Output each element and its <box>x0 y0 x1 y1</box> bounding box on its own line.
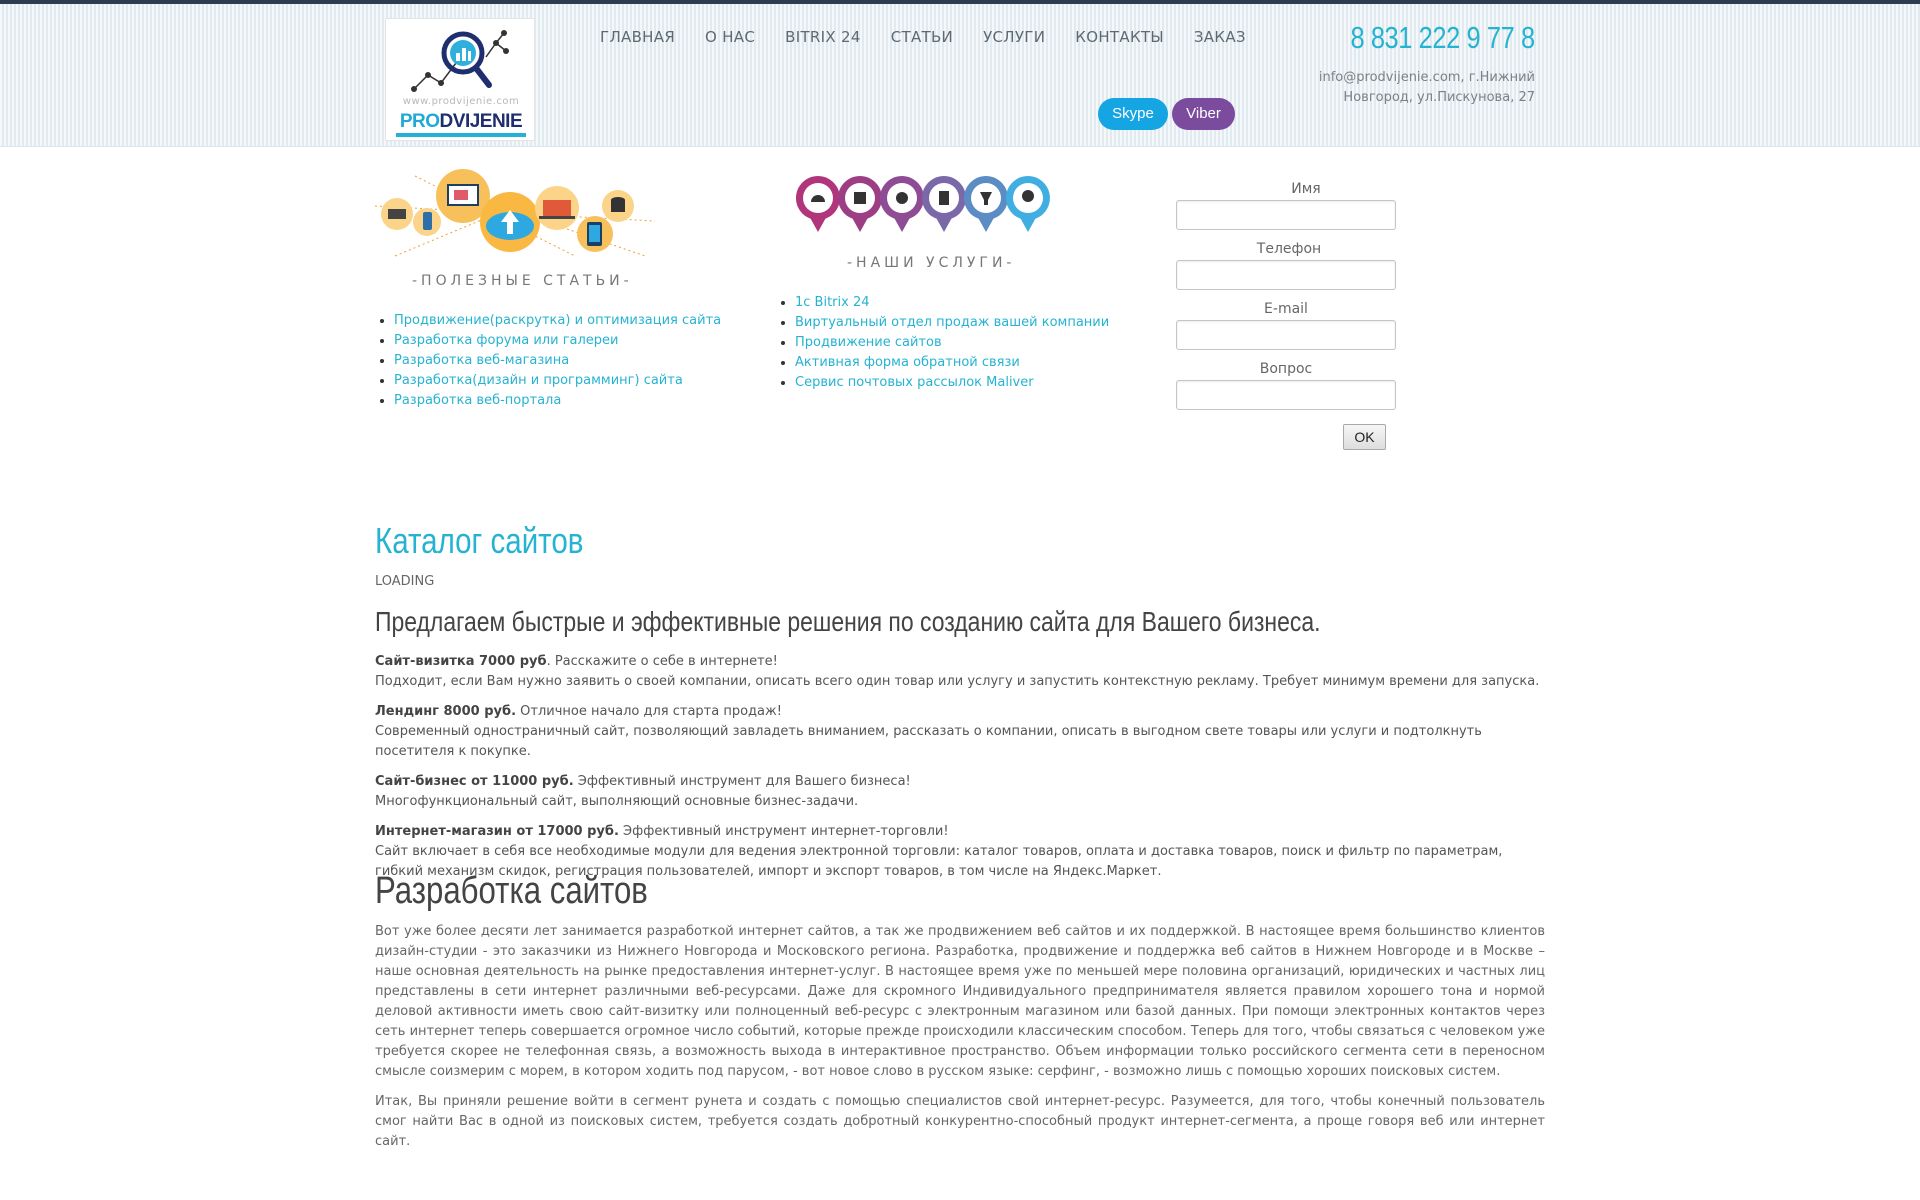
nav-contacts[interactable]: КОНТАКТЫ <box>1075 28 1164 46</box>
plan-tagline: Отличное начало для старта продаж! <box>516 704 782 719</box>
development-paragraph-1: Вот уже более десяти лет занимается разработкой интернет сайтов, а так же продвижением веб сайтов и их поддержкой. В настоящее время большинство клиентов дизайн-студии - это заказчики из Нижнего Новгорода и Московского региона. Разработка, продвижение и поддержка веб сайтов в Нижнем Новгороде и в Москве – наше основная деятельность на рынке предоставления интернет-услуг. В настоящее время уже по меньшей мере половина организаций, юридических и частных лиц представлены в сети интернет различными веб-ресурсами. Даже для скромного Индивидуального предпринимателя является правилом хорошего тона и нормой деловой активности иметь свою сайт-визитку или полноценный веб-ресурс с электронным магазином или базой данных. При помощи электронных контактов через сеть интернет теперь совершается огромное число событий, которые прежде происходили классическим способом. Теперь для того, чтобы связаться с человеком уже требуется скорее не телефонная связь, а возможность выхода в интерактивное пространство. Объем информации только российского сегмента сети в переносном смысле соизмерим с морем, в котором ходить под парусом, - вот новое слово в русском языке: серфинг, - возможно лишь с помощью хороших поисковых систем. <box>375 924 1545 1079</box>
main-nav <box>600 28 1276 46</box>
logo-brand-pro: PRO <box>399 111 440 132</box>
plan-name: Лендинг 8000 руб. <box>375 704 517 719</box>
phone-field[interactable] <box>1176 260 1396 290</box>
site-logo[interactable] <box>385 18 535 141</box>
plan-description: Многофункциональный сайт, выполняющий основные бизнес-задачи. <box>375 794 859 809</box>
plan-description: Подходит, если Вам нужно заявить о своей компании, описать всего один товар или услугу и запустить контекстную рекламу. Требует минимум времени для запуска. <box>375 674 1540 689</box>
pricing-plans <box>375 652 1545 892</box>
list-item[interactable]: • Продвижение сайтов <box>795 333 1109 353</box>
email-field[interactable] <box>1176 320 1396 350</box>
email-label: E-mail <box>1264 301 1308 317</box>
plan-landing <box>375 702 1545 762</box>
logo-brand-rest: DVIJENIE <box>439 111 523 132</box>
nav-bitrix24[interactable]: BITRIX 24 <box>785 28 861 46</box>
catalog-heading[interactable]: Каталог сайтов <box>375 520 584 561</box>
plan-tagline: . Расскажите о себе в интернете! <box>546 654 778 669</box>
devices-cloud-icon <box>375 166 655 262</box>
list-item[interactable]: • Виртуальный отдел продаж вашей компании <box>795 313 1109 333</box>
loading-text: LOADING <box>375 574 435 589</box>
offer-heading: Предлагаем быстрые и эффективные решения по созданию сайта для Вашего бизнеса. <box>375 606 1321 637</box>
articles-list <box>375 311 721 411</box>
logo-brand <box>398 111 524 133</box>
nav-about[interactable]: О НАС <box>705 28 756 46</box>
list-item[interactable]: • Разработка веб-магазина <box>394 351 721 371</box>
question-field[interactable] <box>1176 380 1396 410</box>
nav-articles[interactable]: СТАТЬИ <box>890 28 954 46</box>
list-item[interactable]: • Активная форма обратной связи <box>795 353 1109 373</box>
plan-name: Интернет-магазин от 17000 руб. <box>375 824 619 839</box>
phone-label: Телефон <box>1256 241 1322 257</box>
plan-tagline: Эффективный инструмент интернет-торговли! <box>618 824 949 839</box>
articles-title: -ПОЛЕЗНЫЕ СТАТЬИ- <box>412 273 633 289</box>
plan-tagline: Эффективный инструмент для Вашего бизнеса! <box>573 774 911 789</box>
site-header <box>0 4 1920 147</box>
plan-business-card <box>375 652 1545 692</box>
contact-address-line: Новгород, ул.Пискунова, 27 <box>1343 90 1535 105</box>
nav-home[interactable]: ГЛАВНАЯ <box>600 28 676 46</box>
question-label: Вопрос <box>1259 361 1313 377</box>
plan-description: Современный одностраничный сайт, позволяющий завладеть вниманием, рассказать о компании, описать в выгодном свете товары или услуги и подтолкнуть посетителя к покупке. <box>375 724 1482 759</box>
feedback-form <box>1176 178 1396 418</box>
name-field[interactable] <box>1176 200 1396 230</box>
logo-underline <box>396 133 526 137</box>
name-label: Имя <box>1291 181 1321 197</box>
list-item[interactable]: • Сервис почтовых рассылок Maliver <box>795 373 1109 393</box>
list-item[interactable]: • Разработка веб-портала <box>394 391 721 411</box>
plan-business <box>375 772 1545 812</box>
nav-order[interactable]: ЗАКАЗ <box>1193 28 1246 46</box>
plan-name: Сайт-визитка 7000 руб <box>375 654 547 669</box>
list-item[interactable]: • Разработка(дизайн и программинг) сайта <box>394 371 721 391</box>
viber-button[interactable]: Viber <box>1172 98 1235 130</box>
service-pins-icon <box>792 172 1054 240</box>
list-item[interactable]: • 1с Bitrix 24 <box>795 293 1109 313</box>
plan-description: Сайт включает в себя все необходимые модули для ведения электронной торговли: каталог товаров, оплата и доставка товаров, поиск и фильтр по параметрам, гибкий механизм скидок, регистрация пользователей, импорт и экспорт товаров, в том числе на Яндекс.Маркет. <box>375 844 1503 879</box>
services-list <box>776 293 1109 393</box>
logo-url-text: www.prodvijenie.com <box>402 96 520 107</box>
header-contact <box>1315 68 1535 108</box>
plan-name: Сайт-бизнес от 11000 руб. <box>375 774 574 789</box>
nav-services[interactable]: УСЛУГИ <box>983 28 1046 46</box>
skype-button[interactable]: Skype <box>1098 98 1168 130</box>
development-paragraph-2: Итак, Вы приняли решение войти в сегмент рунета и создать с помощью специалистов свой интернет-ресурс. Разумеется, для того, чтобы конечный пользователь смог найти Вас в одной из поисковых систем, требуется создать добротный конкурентно-способный продукт интернет-сегмента, а проще говоря веб или интернет сайт. <box>375 1094 1545 1149</box>
contact-email-line[interactable]: info@prodvijenie.com, г.Нижний <box>1318 70 1535 85</box>
header-phone[interactable]: 8 831 222 9 77 8 <box>1350 20 1535 55</box>
development-heading: Разработка сайтов <box>375 870 648 912</box>
submit-button[interactable]: OK <box>1343 424 1386 450</box>
list-item[interactable]: • Продвижение(раскрутка) и оптимизация сайта <box>394 311 721 331</box>
list-item[interactable]: • Разработка форума или галереи <box>394 331 721 351</box>
services-title: -НАШИ УСЛУГИ- <box>847 255 1016 271</box>
